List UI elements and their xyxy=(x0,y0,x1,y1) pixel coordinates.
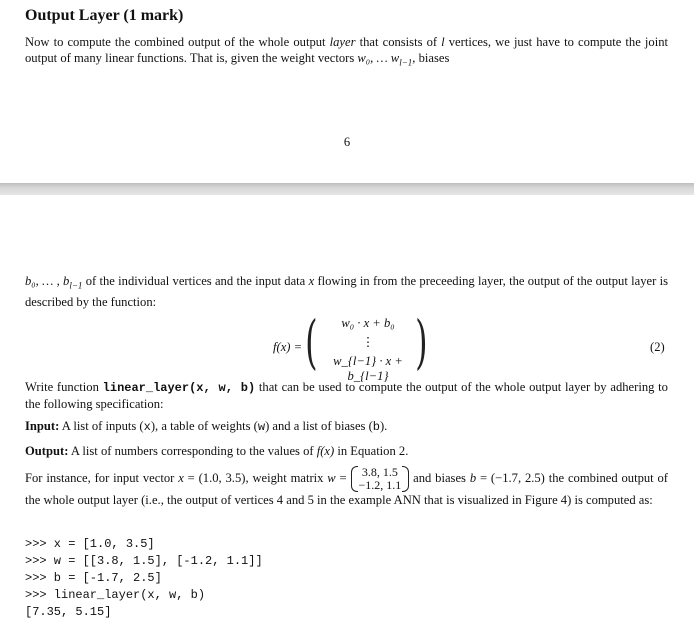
write-paragraph: Write function linear_layer(x, w, b) that can be used to compute the output of the whole output layer by adhering to the following specification: xyxy=(25,380,668,411)
code-output: [7.35, 5.15] xyxy=(25,605,112,619)
equation-lhs: f(x) = xyxy=(273,340,303,354)
code-line: >>> linear_layer(x, w, b) xyxy=(25,588,206,602)
equation-row-2: ⋮ xyxy=(361,335,375,349)
instance-paragraph: For instance, for input vector x = (1.0, 3.5), weight matrix w = 3.8, 1.5 −1.2, 1.1 and biases b = (−1.7, 2.5) the combined output of the whole output layer (i.e., the output of vertices 4 and 5 in the example ANN that is visualized in Figure 4) is computed as: xyxy=(25,465,668,507)
continuation-paragraph: b₀, … , $b_{l-1}$ of the individual vertices and the input data x flowing in from the preceeding layer, the output of the output layer is described by the function: xyxy=(25,274,668,309)
code-line: >>> x = [1.0, 3.5] xyxy=(25,537,155,551)
left-paren: ( xyxy=(305,308,318,376)
page-break xyxy=(0,183,694,195)
document-page-1 xyxy=(0,0,694,183)
code-line: >>> w = [[3.8, 1.5], [-1.2, 1.1]] xyxy=(25,554,263,568)
equation-row-1: w₀ · x + b₀ xyxy=(341,316,395,330)
intro-paragraph: Now to compute the combined output of the whole output layer that consists of l vertices, we just have to compute the joint output of many linear functions. That is, given the weight vectors w₀, … $w_{l-1}$, biases xyxy=(25,35,669,68)
right-paren: ) xyxy=(415,308,428,376)
function-name: linear_layer(x, w, b) xyxy=(102,381,256,395)
section-heading: Output Layer (1 mark) xyxy=(25,7,184,24)
output-spec: Output: A list of numbers corresponding to the values of f(x) in Equation 2. xyxy=(25,444,409,458)
code-example xyxy=(25,536,425,621)
equation-row-3: w_{l−1} · x + b_{l−1} xyxy=(333,354,403,383)
input-spec: Input: A list of inputs (x), a table of weights (w) and a list of biases (b). xyxy=(25,419,388,434)
code-line: >>> b = [-1.7, 2.5] xyxy=(25,571,162,585)
weight-matrix: 3.8, 1.5 −1.2, 1.1 xyxy=(351,466,410,492)
page-number: 6 xyxy=(343,135,351,149)
equation-number: (2) xyxy=(650,340,665,354)
